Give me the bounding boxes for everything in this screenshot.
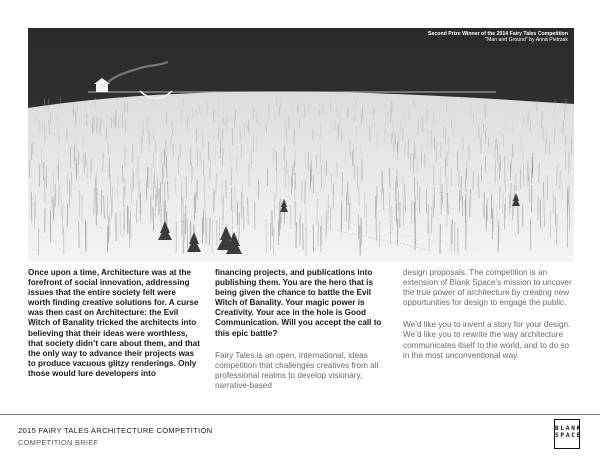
reed-stalk xyxy=(291,205,292,229)
intro-paragraph: Once upon a time, Architecture was at the forefront of social innovation, addressing issues that the entire society felt were worth finding creative solutions for. A curse was then cast on Architecture: the Evil Witch of Banality tricked the architects into believing that their ideas were worthless, that society didn’t care about them, and that the only way to advance their projects was to produce vacuous glitzy renderings. Only those would lure developers into xyxy=(28,268,200,378)
reed-stalk xyxy=(237,202,238,226)
text-column-3 xyxy=(403,268,575,361)
hero-call-paragraph: financing projects, and publications into publishing them. You are the hero that is being given the chance to battle the Evil Witch of Banality. Your magic power is Creativity. Your ace in the hole is Good Communication. Will you accept the call to this epic battle? xyxy=(215,268,382,338)
reed-stalk xyxy=(415,217,416,245)
reed-stalk xyxy=(248,197,249,225)
blank-space-logo xyxy=(554,419,583,449)
story-invitation-paragraph: We’d like you to invent a story for your design. We’d like you to rewrite the way architecture communicates itself to the world, and to do so in the most unconventional way. xyxy=(403,320,571,360)
reed-stalk xyxy=(429,223,430,252)
snowy-landscape-illustration xyxy=(28,28,574,262)
reed-stalk xyxy=(497,205,498,228)
reed-stalk xyxy=(349,203,350,230)
footer-divider xyxy=(0,414,600,415)
reed-stalk xyxy=(187,218,188,249)
footer-subtitle: COMPETITION BRIEF xyxy=(18,438,99,447)
image-caption xyxy=(428,31,568,44)
footer-title: 2015 FAIRY TALES ARCHITECTURE COMPETITION xyxy=(18,426,213,435)
logo-line-1: BLANK xyxy=(555,425,583,432)
competition-description: Fairy Tales is an open, international, ideas competition that challenges creatives from all professional realms to develop visionary, narrative-based xyxy=(215,350,379,390)
text-column-1 xyxy=(28,268,200,379)
hero-image xyxy=(28,28,574,262)
caption-title: Second Prize Winner of the 2014 Fairy Tales Competition xyxy=(428,31,568,37)
reed-stalk xyxy=(317,198,318,225)
reed-stalk xyxy=(212,220,213,253)
reed-stalk xyxy=(318,222,319,247)
reed-stalk xyxy=(305,207,306,231)
logo-line-2: SPACE xyxy=(555,431,583,439)
reed-stalk xyxy=(466,220,467,247)
reed-stalk xyxy=(210,218,211,246)
small-house xyxy=(96,83,108,92)
reed-stalk xyxy=(67,203,68,226)
text-column-2 xyxy=(215,268,387,391)
reed-stalk xyxy=(216,220,217,245)
reed-stalk xyxy=(219,218,220,250)
mission-paragraph: design proposals. The competition is an extension of Blank Space’s mission to uncover the true power of architecture by creating new opportunities for design to engage the public. xyxy=(403,268,572,308)
caption-credit: “Man and Ground” by Anna Pietrzak xyxy=(485,37,568,44)
reed-stalk xyxy=(518,205,519,234)
